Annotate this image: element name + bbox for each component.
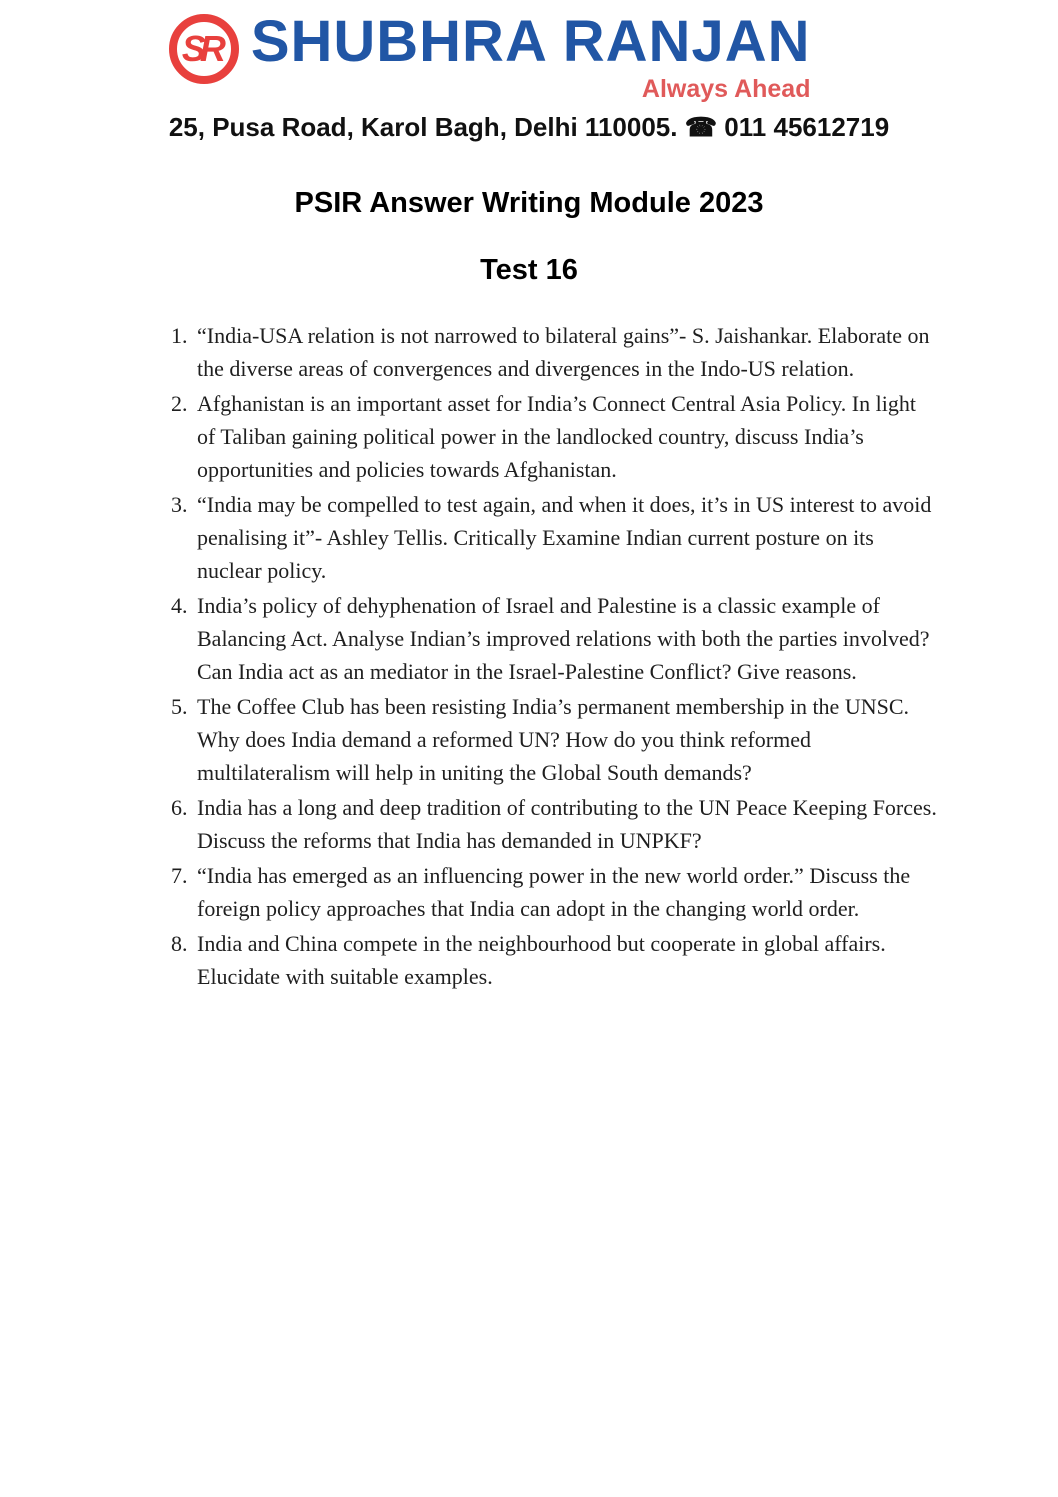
question-item: 2. Afghanistan is an important asset for India’s Connect Central Asia Policy. In light of Taliban gaining political power in the landlocked country, discuss India’s opportunities and policies towards Afghanistan. <box>193 387 938 486</box>
document-subtitle: Test 16 <box>480 253 578 286</box>
question-list <box>157 319 938 993</box>
letterhead <box>168 9 890 143</box>
question-item: 5. The Coffee Club has been resisting India’s permanent membership in the UNSC. Why does India demand a reformed UN? How do you think reformed multilateralism will help in uniting the Global South demands? <box>193 690 938 789</box>
question-item: 3. “India may be compelled to test again, and when it does, it’s in US interest to avoid penalising it”- Ashley Tellis. Critically Examine Indian current posture on its nuclear policy. <box>193 488 938 587</box>
question-item: 8. India and China compete in the neighbourhood but cooperate in global affairs. Elucidate with suitable examples. <box>193 927 938 993</box>
brand-tagline: Always Ahead <box>641 74 811 103</box>
brand-name: SHUBHRA RANJAN <box>250 9 811 74</box>
logo-row <box>169 9 889 104</box>
question-item: 1. “India-USA relation is not narrowed to bilateral gains”- S. Jaishankar. Elaborate on the diverse areas of convergences and divergences in the Indo-US relation. <box>193 319 938 385</box>
question-item: 4. India’s policy of dehyphenation of Israel and Palestine is a classic example of Balancing Act. Analyse Indian’s improved relations with both the parties involved? Can India act as an mediator in the Israel-Palestine Conflict? Give reasons. <box>193 589 938 688</box>
document-title: PSIR Answer Writing Module 2023 <box>294 186 764 219</box>
question-item: 7. “India has emerged as an influencing power in the new world order.” Discuss the foreign policy approaches that India can adopt in the changing world order. <box>193 859 938 925</box>
address-line: 25, Pusa Road, Karol Bagh, Delhi 110005. ☎ 011 45612719 <box>168 111 890 142</box>
question-item: 6. India has a long and deep tradition of contributing to the UN Peace Keeping Forces. Discuss the reforms that India has demanded in UNPKF? <box>193 791 938 857</box>
brand-block <box>250 9 811 104</box>
sr-monogram-icon: SR <box>169 14 239 84</box>
